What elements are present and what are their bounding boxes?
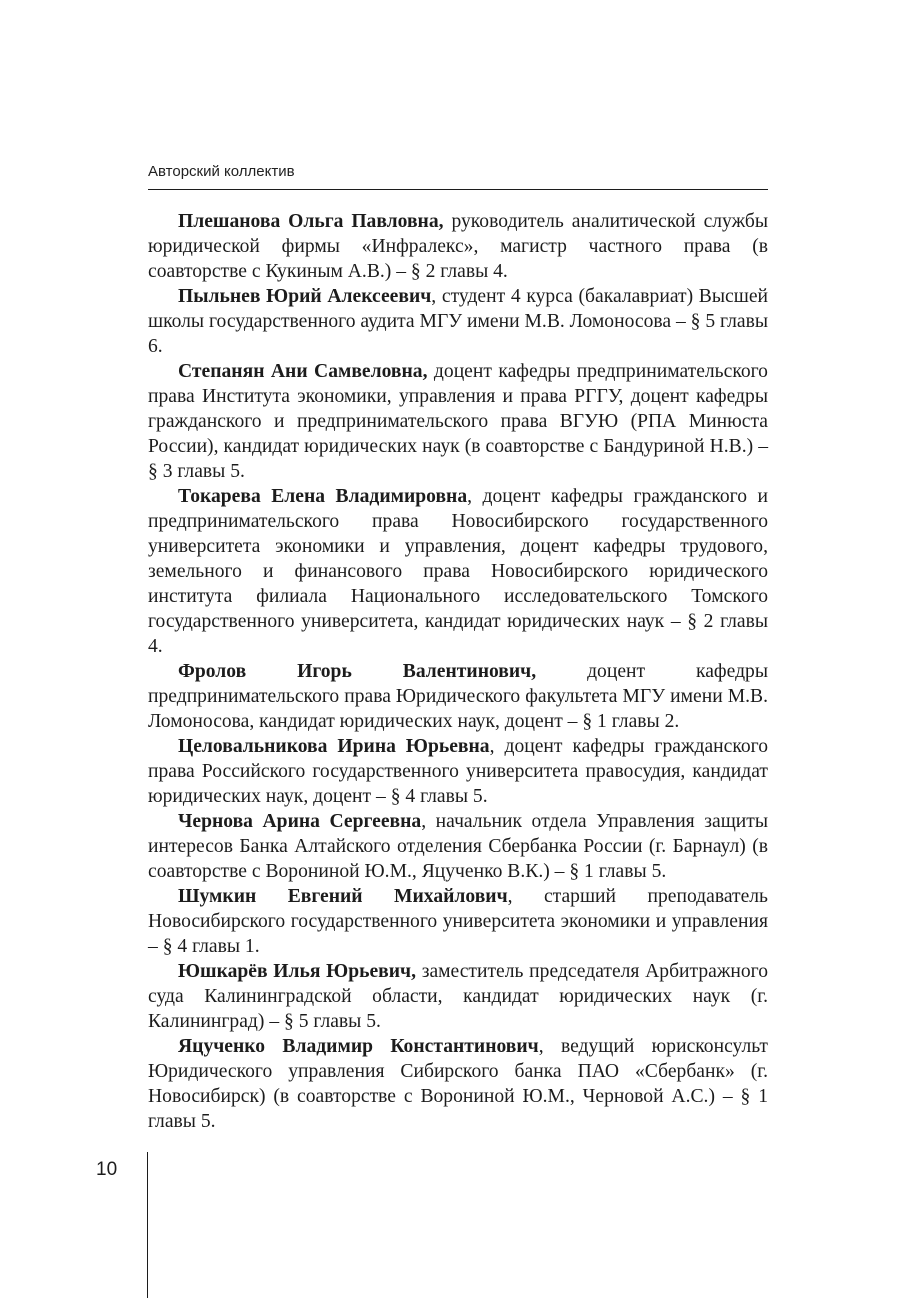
author-name: Яцученко Владимир Константинович bbox=[178, 1036, 539, 1057]
author-entry bbox=[148, 209, 768, 284]
author-description: доцент кафедры предпринимательского права Юридического факультета МГУ имени М.В. Ломоносова, кандидат юридических наук, доцент – § 1 главы 2. bbox=[148, 661, 768, 732]
author-name: Шумкин Евгений Михайлович bbox=[178, 886, 508, 907]
author-description: , ведущий юрисконсульт Юридического управления Сибирского банка ПАО «Сбербанк» (г. Новосибирск) (в соавторстве с Ворониной Ю.М., Черновой А.С.) – § 1 главы 5. bbox=[148, 1036, 768, 1132]
author-description: , доцент кафедры гражданского и предпринимательского права Новосибирского государственного университета экономики и управления, доцент кафедры трудового, земельного и финансового права Новосибирского юридического института филиала Национального исследовательского Томского государственного университета, кандидат юридических наук – § 2 главы 4. bbox=[148, 486, 768, 657]
author-name: Степанян Ани Самвеловна, bbox=[178, 361, 428, 382]
author-entry bbox=[148, 1034, 768, 1134]
margin-rule bbox=[147, 1152, 148, 1298]
author-description: руководитель аналитической службы юридической фирмы «Инфралекс», магистр частного права (в соавторстве с Кукиным А.В.) – § 2 главы 4. bbox=[148, 211, 768, 282]
author-name: Фролов Игорь Валентинович, bbox=[178, 661, 537, 682]
page-number: 10 bbox=[96, 1159, 118, 1180]
author-entry bbox=[148, 809, 768, 884]
author-description: , доцент кафедры гражданского права Российского государственного университета правосудия, кандидат юридических наук, доцент – § 4 главы 5. bbox=[148, 736, 768, 807]
author-entry bbox=[148, 884, 768, 959]
author-description: заместитель председателя Арбитражного суда Калининградской области, кандидат юридических наук (г. Калининград) – § 5 главы 5. bbox=[148, 961, 768, 1032]
author-description: , начальник отдела Управления защиты интересов Банка Алтайского отделения Сбербанка России (г. Барнаул) (в соавторстве с Ворониной Ю.М., Яцученко В.К.) – § 1 главы 5. bbox=[148, 811, 768, 882]
author-entry bbox=[148, 284, 768, 359]
author-description: , студент 4 курса (бакалавриат) Высшей школы государственного аудита МГУ имени М.В. Ломоносова – § 5 главы 6. bbox=[148, 286, 769, 357]
author-name: Чернова Арина Сергеевна bbox=[178, 811, 422, 832]
author-description: , старший преподаватель Новосибирского государственного университета экономики и управления – § 4 главы 1. bbox=[148, 886, 768, 957]
author-description: доцент кафедры предпринимательского права Института экономики, управления и права РГГУ, доцент кафедры гражданского и предпринимательского права ВГУЮ (РПА Минюста России), кандидат юридических наук (в соавторстве с Бандуриной Н.В.) – § 3 главы 5. bbox=[148, 361, 768, 482]
author-entry bbox=[148, 659, 768, 734]
author-entry bbox=[148, 734, 768, 809]
author-list bbox=[148, 209, 768, 1134]
author-name: Токарева Елена Владимировна bbox=[178, 486, 468, 507]
running-header: Авторский коллектив bbox=[148, 163, 295, 180]
header-divider bbox=[148, 189, 768, 190]
author-name: Юшкарёв Илья Юрьевич, bbox=[178, 961, 417, 982]
author-entry bbox=[148, 359, 768, 484]
author-name: Плешанова Ольга Павловна, bbox=[178, 211, 444, 232]
author-entry bbox=[148, 484, 768, 659]
author-entry bbox=[148, 959, 768, 1034]
author-name: Пыльнев Юрий Алексеевич bbox=[178, 286, 432, 307]
author-name: Целовальникова Ирина Юрьевна bbox=[178, 736, 490, 757]
